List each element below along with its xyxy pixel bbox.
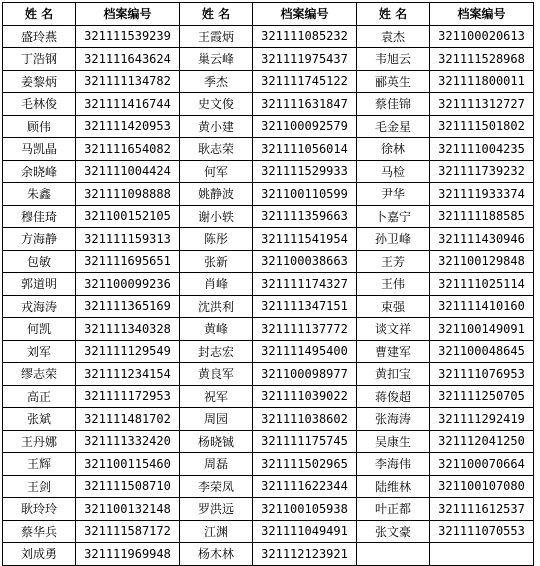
name-cell: 余晓峰 [3,160,76,183]
name-cell: 丁浩钢 [3,48,76,71]
table-row [3,250,534,273]
name-cell: 张斌 [3,408,76,431]
name-cell: 顾伟 [3,115,76,138]
name-cell: 高正 [3,385,76,408]
name-cell: 耿志荣 [180,138,253,161]
header-name: 姓 名 [3,3,76,26]
name-cell: 穆佳琦 [3,205,76,228]
name-cell: 封志宏 [180,340,253,363]
archive-number-cell: 321100115460 [76,453,180,476]
archive-number-cell: 321111541954 [253,228,357,251]
archive-number-cell: 321111800011 [430,70,534,93]
name-cell: 王丹娜 [3,430,76,453]
name-cell: 黄小建 [180,115,253,138]
archive-number-cell: 321111410160 [430,295,534,318]
archive-number-cell: 321100038663 [253,250,357,273]
archive-number-cell: 321111416744 [76,93,180,116]
archive-number-cell: 321100098977 [253,363,357,386]
archive-number-cell: 321111933374 [430,183,534,206]
name-cell: 张新 [180,250,253,273]
archive-number-table [2,2,534,566]
name-cell: 巢云峰 [180,48,253,71]
archive-number-cell: 321111359663 [253,205,357,228]
archive-number-cell: 321112041250 [430,430,534,453]
name-cell: 包敏 [3,250,76,273]
archive-number-cell: 321100105938 [253,498,357,521]
name-cell: 何凯 [3,318,76,341]
name-cell: 王剑 [3,475,76,498]
table-row [3,48,534,71]
archive-number-cell: 321111365169 [76,295,180,318]
archive-number-cell: 321100107080 [430,475,534,498]
archive-number-cell: 321111739232 [430,160,534,183]
name-cell: 戎海涛 [3,295,76,318]
name-cell: 郭道明 [3,273,76,296]
header-archive-number: 档案编号 [430,3,534,26]
archive-number-cell: 321111076953 [430,363,534,386]
archive-number-cell: 321100110599 [253,183,357,206]
name-cell: 陈彤 [180,228,253,251]
archive-number-cell: 321111745122 [253,70,357,93]
table-row [3,430,534,453]
name-cell: 盛玲燕 [3,25,76,48]
archive-number-cell: 321111188585 [430,205,534,228]
table-row [3,318,534,341]
name-cell: 杨木林 [180,543,253,566]
archive-number-cell: 321111528968 [430,48,534,71]
archive-number-cell: 321111137772 [253,318,357,341]
archive-number-cell: 321111631847 [253,93,357,116]
archive-number-cell: 321111085232 [253,25,357,48]
table-row [3,273,534,296]
archive-number-cell: 321111234154 [76,363,180,386]
name-cell: 叶正都 [357,498,430,521]
name-cell: 孙卫峰 [357,228,430,251]
table-row [3,520,534,543]
name-cell: 张文豪 [357,520,430,543]
name-cell: 陆维林 [357,475,430,498]
name-cell: 王芳 [357,250,430,273]
archive-number-cell: 321111481702 [76,408,180,431]
header-name: 姓 名 [357,3,430,26]
archive-number-cell: 321111134782 [76,70,180,93]
archive-number-cell: 321111004235 [430,138,534,161]
header-row [3,3,534,26]
name-cell: 蒋俊超 [357,385,430,408]
name-cell: 姜黎炳 [3,70,76,93]
name-cell: 肖峰 [180,273,253,296]
roster-table-container [2,2,534,566]
name-cell: 江渊 [180,520,253,543]
name-cell: 朱鑫 [3,183,76,206]
name-cell: 谢小轶 [180,205,253,228]
archive-number-cell: 321111332420 [76,430,180,453]
table-body [3,25,534,565]
name-cell: 王霞炳 [180,25,253,48]
name-cell: 谈文祥 [357,318,430,341]
archive-number-cell: 321111038602 [253,408,357,431]
name-cell: 毛金星 [357,115,430,138]
name-cell: 袁杰 [357,25,430,48]
archive-number-cell: 321111502965 [253,453,357,476]
table-row [3,385,534,408]
archive-number-cell: 321100099236 [76,273,180,296]
name-cell: 黄扣宝 [357,363,430,386]
name-cell: 李海伟 [357,453,430,476]
archive-number-cell: 321100092579 [253,115,357,138]
table-row [3,25,534,48]
archive-number-cell: 321111172953 [76,385,180,408]
name-cell: 王辉 [3,453,76,476]
archive-number-cell: 321111159313 [76,228,180,251]
name-cell: 杨晓铖 [180,430,253,453]
archive-number-cell: 321100020613 [430,25,534,48]
archive-number-cell: 321100129848 [430,250,534,273]
name-cell: 刘成勇 [3,543,76,566]
archive-number-cell: 321111969948 [76,543,180,566]
table-row [3,543,534,566]
archive-number-cell: 321111430946 [430,228,534,251]
table-row [3,453,534,476]
table-row [3,340,534,363]
name-cell: 耿玲玲 [3,498,76,521]
name-cell: 季杰 [180,70,253,93]
archive-number-cell: 321112123921 [253,543,357,566]
archive-number-cell: 321111025114 [430,273,534,296]
archive-number-cell: 321111049491 [253,520,357,543]
table-row [3,295,534,318]
name-cell: 蔡华兵 [3,520,76,543]
archive-number-cell: 321111129549 [76,340,180,363]
name-cell: 卜嘉宁 [357,205,430,228]
archive-number-cell: 321111654082 [76,138,180,161]
archive-number-cell: 321111539239 [76,25,180,48]
archive-number-cell: 321111070553 [430,520,534,543]
name-cell: 方海静 [3,228,76,251]
table-row [3,475,534,498]
table-row [3,363,534,386]
name-cell: 刘军 [3,340,76,363]
name-cell: 马检 [357,160,430,183]
name-cell: 沈洪利 [180,295,253,318]
archive-number-cell: 321100152105 [76,205,180,228]
archive-number-cell: 321111420953 [76,115,180,138]
table-row [3,228,534,251]
table-row [3,183,534,206]
header-name: 姓 名 [180,3,253,26]
name-cell: 何军 [180,160,253,183]
archive-number-cell: 321111622344 [253,475,357,498]
table-row [3,138,534,161]
name-cell: 罗洪远 [180,498,253,521]
name-cell: 史文俊 [180,93,253,116]
name-cell: 黄良军 [180,363,253,386]
archive-number-cell: 321111250705 [430,385,534,408]
archive-number-cell: 321111529933 [253,160,357,183]
name-cell: 马凯晶 [3,138,76,161]
archive-number-cell: 321111098888 [76,183,180,206]
archive-number-cell: 321111175745 [253,430,357,453]
archive-number-cell: 321111312727 [430,93,534,116]
archive-number-cell: 321111056014 [253,138,357,161]
archive-number-cell: 321111501802 [430,115,534,138]
name-cell: 曹建军 [357,340,430,363]
header-archive-number: 档案编号 [76,3,180,26]
archive-number-cell: 321100149091 [430,318,534,341]
name-cell: 姚静波 [180,183,253,206]
archive-number-cell: 321100070664 [430,453,534,476]
table-row [3,93,534,116]
name-cell: 黄峰 [180,318,253,341]
name-cell: 张海涛 [357,408,430,431]
archive-number-cell [430,543,534,566]
archive-number-cell: 321111508710 [76,475,180,498]
name-cell: 束强 [357,295,430,318]
name-cell: 缪志荣 [3,363,76,386]
archive-number-cell: 321111643624 [76,48,180,71]
table-row [3,205,534,228]
archive-number-cell: 321111347151 [253,295,357,318]
table-row [3,408,534,431]
name-cell [357,543,430,566]
archive-number-cell: 321111695651 [76,250,180,273]
name-cell: 蔡佳锦 [357,93,430,116]
archive-number-cell: 321100132148 [76,498,180,521]
table-row [3,498,534,521]
archive-number-cell: 321111292419 [430,408,534,431]
table-row [3,160,534,183]
name-cell: 李荣凤 [180,475,253,498]
archive-number-cell: 321111587172 [76,520,180,543]
archive-number-cell: 321111340328 [76,318,180,341]
archive-number-cell: 321100048645 [430,340,534,363]
header-archive-number: 档案编号 [253,3,357,26]
name-cell: 徐林 [357,138,430,161]
archive-number-cell: 321111975437 [253,48,357,71]
archive-number-cell: 321111174327 [253,273,357,296]
archive-number-cell: 321111495400 [253,340,357,363]
name-cell: 周磊 [180,453,253,476]
archive-number-cell: 321111612537 [430,498,534,521]
name-cell: 毛林俊 [3,93,76,116]
name-cell: 吴康生 [357,430,430,453]
name-cell: 王伟 [357,273,430,296]
name-cell: 郦英生 [357,70,430,93]
archive-number-cell: 321111039022 [253,385,357,408]
name-cell: 韦旭云 [357,48,430,71]
archive-number-cell: 321111004424 [76,160,180,183]
name-cell: 祝军 [180,385,253,408]
name-cell: 周园 [180,408,253,431]
table-row [3,70,534,93]
table-row [3,115,534,138]
name-cell: 尹华 [357,183,430,206]
